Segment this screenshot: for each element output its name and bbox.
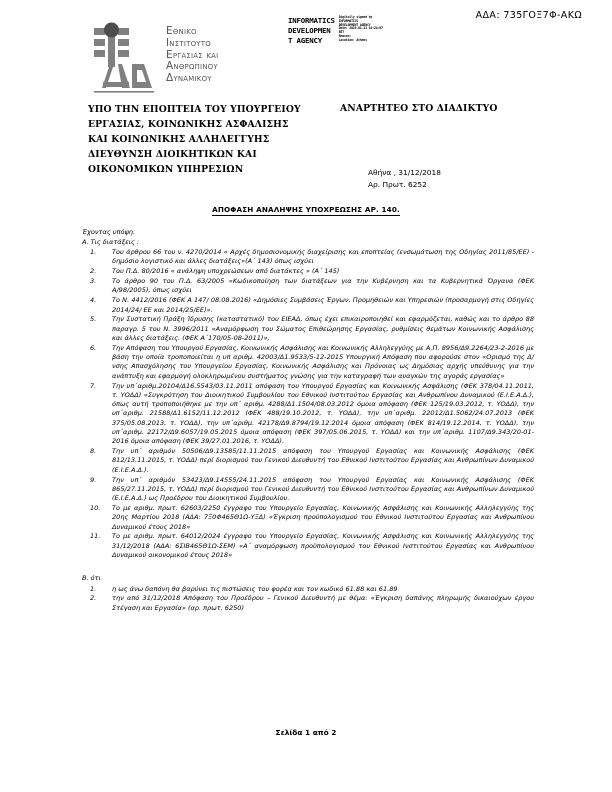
stamp-title (288, 16, 335, 45)
list-item (82, 296, 534, 315)
item-text: Το άρθρο 90 του Π.Δ. 63/2005 «Κωδικοποίηση των διατάξεων για την Κυβέρνηση και τα Κυβερνητικά Όργανα (ΦΕΚ Α/98/2005), όπως ισχύει (112, 277, 534, 295)
protocol-number: Αρ. Πρωτ. 6252 (368, 179, 427, 189)
stamp-sig-line-3: DEVELOPMENT AGENCY (338, 22, 371, 27)
list-item (82, 476, 534, 504)
list-item (82, 248, 534, 267)
digital-signature-stamp (288, 16, 383, 45)
document-date: Αθήνα , 31/12/2018 (368, 168, 441, 177)
item-number: 1. (90, 248, 97, 257)
item-number: 7. (90, 381, 97, 390)
publication-notice: ΑΝΑΡΤΗΤΕΟ ΣΤΟ ΔΙΑΔΙΚΤΥΟ (340, 103, 498, 114)
list-item (82, 344, 534, 381)
logo-line-4: Ανθρωπινου (166, 60, 218, 73)
section-a-label: Α. Τις διατάξεις : (82, 237, 140, 246)
list-item (82, 447, 534, 475)
logo-line-5: Δυναμικου (166, 72, 212, 84)
item-text: Του άρθρου 66 του ν. 4270/2014 « Αρχές δημοσιονομικής διαχείρισης και εποπτείας (ενσωμάτωση της Οδηγίας 2011/85/ΕΕ) - δημόσιο λογιστικό και άλλες διατάξεις»(Α΄ 143) όπως ισχύει (112, 248, 534, 266)
list-item (82, 594, 534, 613)
preamble-text: Έχοντας υπόψη. (82, 228, 136, 236)
page-footer: Σελίδα 1 από 2 (275, 728, 337, 737)
item-text: Το με αριθμ. πρωτ. 62603/2250 έγγραφο του Υπουργείο Εργασίας, Κοινωνικής Ασφάλισης και Κοινωνικής Αλληλεγγύης της 20ης Μαρτίου 2018 (ΑΔΑ: 7Ξ0Φ465Θ1Ω-ΥΞΔ) «Έγκριση προϋπολογισμού του Εθνικού Ινστιτούτου Εργασίας και Ανθρωπίνου Δυναμικού έτους 2018» (112, 504, 534, 531)
list-item (82, 315, 534, 343)
stamp-title-line-3: T AGENCY (288, 35, 322, 45)
item-text: Του Π.Δ. 80/2016 « ανάληψη υποχρεώσεων από διατάκτες » (Α΄ 145) (112, 267, 340, 276)
section-a-list (82, 248, 534, 560)
list-item (82, 532, 534, 560)
item-text: Την υπ΄ αριθμόν 50506/Δ9.13585/11.11.2015 απόφαση του Υπουργού Εργασίας και Κοινωνικής Ασφάλισης (ΦΕΚ 812/13.11.2015, τ. ΥΟΔΔ) περί διορισμού του Γενικού Διευθυντή του Εθνικού Ινστιτούτου Εργασίας και Ανθρωπίνων Δυναμικού (Ε.Ι.Ε.Α.Δ.). (112, 447, 534, 474)
item-text: η ως άνω δαπάνη θα βαρύνει τις πιστώσεις του φορέα και τον κωδικό 61.88 και 61.89 (112, 584, 398, 593)
item-text: Την Συστατική Πράξη Ίδρυσης (καταστατικό) του ΕΙΕΑΔ, όπως έχει επικαιροποιηθεί και εφαρμόζεται, καθώς και το άρθρο 88 παραγρ. 5 του Ν. 3996/2011 «Αναμόρφωση του Σώματος Επιθεώρησης Εργασίας, ρυθμίσεις θεμάτων Κοινωνικής Ασφάλισης και άλλες διατάξεις. (ΦΕΚ Α΄170/05-08-2011)», (112, 315, 534, 342)
item-number: 9. (90, 475, 97, 484)
item-number: 1. (90, 584, 97, 593)
ministry-line-1: ΥΠΟ ΤΗΝ ΕΠΟΠΤΕΙΑ ΤΟΥ ΥΠΟΥΡΓΕΙΟΥ (88, 104, 301, 115)
item-number: 2. (90, 594, 97, 603)
ministry-line-5: ΟΙΚΟΝΟΜΙΚΩΝ ΥΠΗΡΕΣΙΩΝ (88, 163, 244, 175)
stamp-signature-details (339, 16, 383, 43)
item-text: Την Απόφαση του Υπουργού Εργασίας, Κοινωνικής Ασφάλισης και Κοινωνικής Αλληλεγγύης με Α.Π. 8956/Δ9.2264/23-2-2016 με βάση την οποία τροποποιείται η υπ αριθμ. 42003/Δ1.9533/5-12-2015 Υπουργική Απόφαση που αφορούσε στον «Ορισμό της Δ/νσης Απασχόλησης του Υπουργείου Εργασίας, Κοινωνικής Ασφάλισης και Πρόνοιας ως Δημόσιας αρχής υπεύθυνης για την ανάπτυξη και εφαρμογή ολοκληρωμένου συστήματος γνώσης για την καταγραφή των αναγκών της αγοράς εργασίας» (112, 343, 534, 380)
organization-logo (92, 20, 218, 94)
stamp-sig-line-4: Date: 2019.01.21 10:24:07 (338, 26, 383, 31)
item-number: 3. (90, 277, 97, 286)
ministry-line-4: ΔΙΕΥΘΥΝΣΗ ΔΙΟΙΚΗΤΙΚΩΝ ΚΑΙ (88, 148, 257, 160)
item-number: 4. (90, 296, 97, 305)
item-number: 5. (90, 315, 97, 324)
logo-line-1: Εθνικο (166, 25, 197, 37)
ministry-header (88, 103, 301, 178)
list-item (82, 267, 534, 276)
ministry-line-3: ΚΑΙ ΚΟΙΝΩΝΙΚΗΣ ΑΛΛΗΛΕΓΓΥΗΣ (88, 133, 270, 145)
item-number: 2. (90, 267, 97, 276)
item-text: Το Ν. 4412/2016 (ΦΕΚ Α 147/ 08.08.2016) «Δημόσιες Συμβάσεις Έργων, Προμηθειών και Υπηρεσιών (προσαρμογή στις Οδηγίες 2014/24/ ΕΕ και 2014/25/ΕΕ)». (112, 296, 534, 314)
section-b (82, 574, 534, 613)
list-item (82, 277, 534, 296)
section-b-label: Β. ότι (82, 574, 101, 583)
page-title (0, 205, 612, 214)
item-number: 10. (90, 504, 101, 512)
document-body (82, 228, 534, 614)
item-text: Το με αριθμ. πρωτ. 64012/2024 έγγραφο του Υπουργείο Εργασίας, Κοινωνικής Ασφάλισης και Κοινωνικής Αλληλεγγύης της 31/12/2018 (ΑΔΑ: 6ΣΙΒ465Θ1Ω-ΣΕΜ) «Α΄ αναμόρφωση προϋπολογισμού του Εθνικού Ινστιτούτου Εργασίας και Ανθρωπίνου Δυναμικού οικονομικού έτους 2018» (112, 532, 534, 559)
list-item (82, 382, 534, 447)
logo-line-3: Εργασιασ και (166, 48, 219, 61)
list-item (82, 585, 534, 594)
stamp-title-line-1: INFORMATICS (288, 16, 335, 25)
item-number: 6. (90, 343, 97, 352)
stamp-title-line-2: DEVELOPMEN (288, 25, 331, 35)
eiead-logo-mark (92, 20, 156, 94)
stamp-sig-line-1: Digitally signed by (338, 15, 373, 19)
stamp-sig-line-2: INFORMATICS (338, 18, 359, 23)
stamp-sig-line-7: Location: Athens (338, 37, 367, 42)
item-number: 11. (90, 532, 101, 541)
logo-line-2: Ινστιτουτο (166, 36, 211, 49)
item-text: Την υπ΄ αριθμόν 53423/Δ9.14555/24.11.2015 απόφαση του Υπουργού Εργασίας και Κοινωνικής Ασφάλισης (ΦΕΚ 865/27.11.2015, τ. ΥΟΔΔ) περί διορισμού του Γενικού Διευθυντή του Εθνικού Ινστιτούτου Εργασίας και Ανθρωπίνων Δυναμικού (Ε.Ι.Ε.Α.Δ.) ως Προέδρου του Διοικητικού Συμβουλίου. (112, 475, 534, 503)
page-title-text: ΑΠΟΦΑΣΗ ΑΝΑΛΗΨΗΣ ΥΠΟΧΡΕΩΣΗΣ ΑΡ. 140. (212, 205, 400, 214)
item-number: 8. (90, 447, 97, 456)
stamp-sig-line-5: EET (338, 30, 345, 35)
section-b-list (82, 585, 534, 613)
item-text: την από 31/12/2018 Απόφαση του Προέδρου – Γενικού Διευθυντή με θέμα: «Έγκριση δαπάνης πληρωμής δικαιούχων έργου Στέγαση και Εργασία» (αρ. πρωτ. 6250) (112, 594, 534, 612)
item-text: Την υπ΄αριθμ.20104/Δ16.5543/03.11.2011 απόφαση του Υπουργού Εργασίας και Κοινωνικής Ασφάλισης (ΦΕΚ 378/04.11.2011, τ. ΥΟΔΔ) «Συγκρότηση του Διοικητικού Συμβουλίου του Εθνικού Ινστιτούτου Εργασίας και Ανθρωπίνου Δυναμικού (Ε.Ι.Ε.Α.Δ.), όπως αυτή τροποποιήθηκε με την υπ΄ αριθμ. 4288/Δ1.1504/08.03.2012 όμοια απόφαση (ΦΕΚ 125/19.03.2012, τ. ΥΟΔΔ), την υπ΄αριθμ. 21588/Δ1.6152/11.12.2012 (ΦΕΚ 488/19.10.2012, τ. ΥΟΔΔ), την υπ΄αριθμ. 22012/Δ1.5062/24.07.2013 (ΦΕΚ 375/05.08.2013, τ. ΥΟΔΔ), την υπ΄αριθμ. 42178/Δ9.8794/19.12.2014 όμοια απόφαση (ΦΕΚ 814/19.12.2014, τ. ΥΟΔΔ), την υπ΄αριθμ. 22172/Δ9.6057/19.05.2015 όμοια απόφαση (ΦΕΚ 397/05.06.2015, τ. ΥΟΔΔ) και την υπ΄αριθμ. 1107/Δ9.343/20-01-2016 όμοια απόφαση (ΦΕΚ 39/27.01.2016, τ. ΥΟΔΔ). (112, 381, 534, 446)
date-protocol-block (368, 167, 441, 191)
ministry-line-2: ΕΡΓΑΣΙΑΣ, ΚΟΙΝΩΝΙΚΗΣ ΑΣΦΑΛΙΣΗΣ (88, 118, 289, 130)
ada-code: ΑΔΑ: 735ΓΟΞ7Φ-ΑΚΩ (475, 10, 582, 21)
organization-name (166, 20, 218, 85)
stamp-sig-line-6: Reason: (338, 34, 352, 39)
list-item (82, 504, 534, 532)
